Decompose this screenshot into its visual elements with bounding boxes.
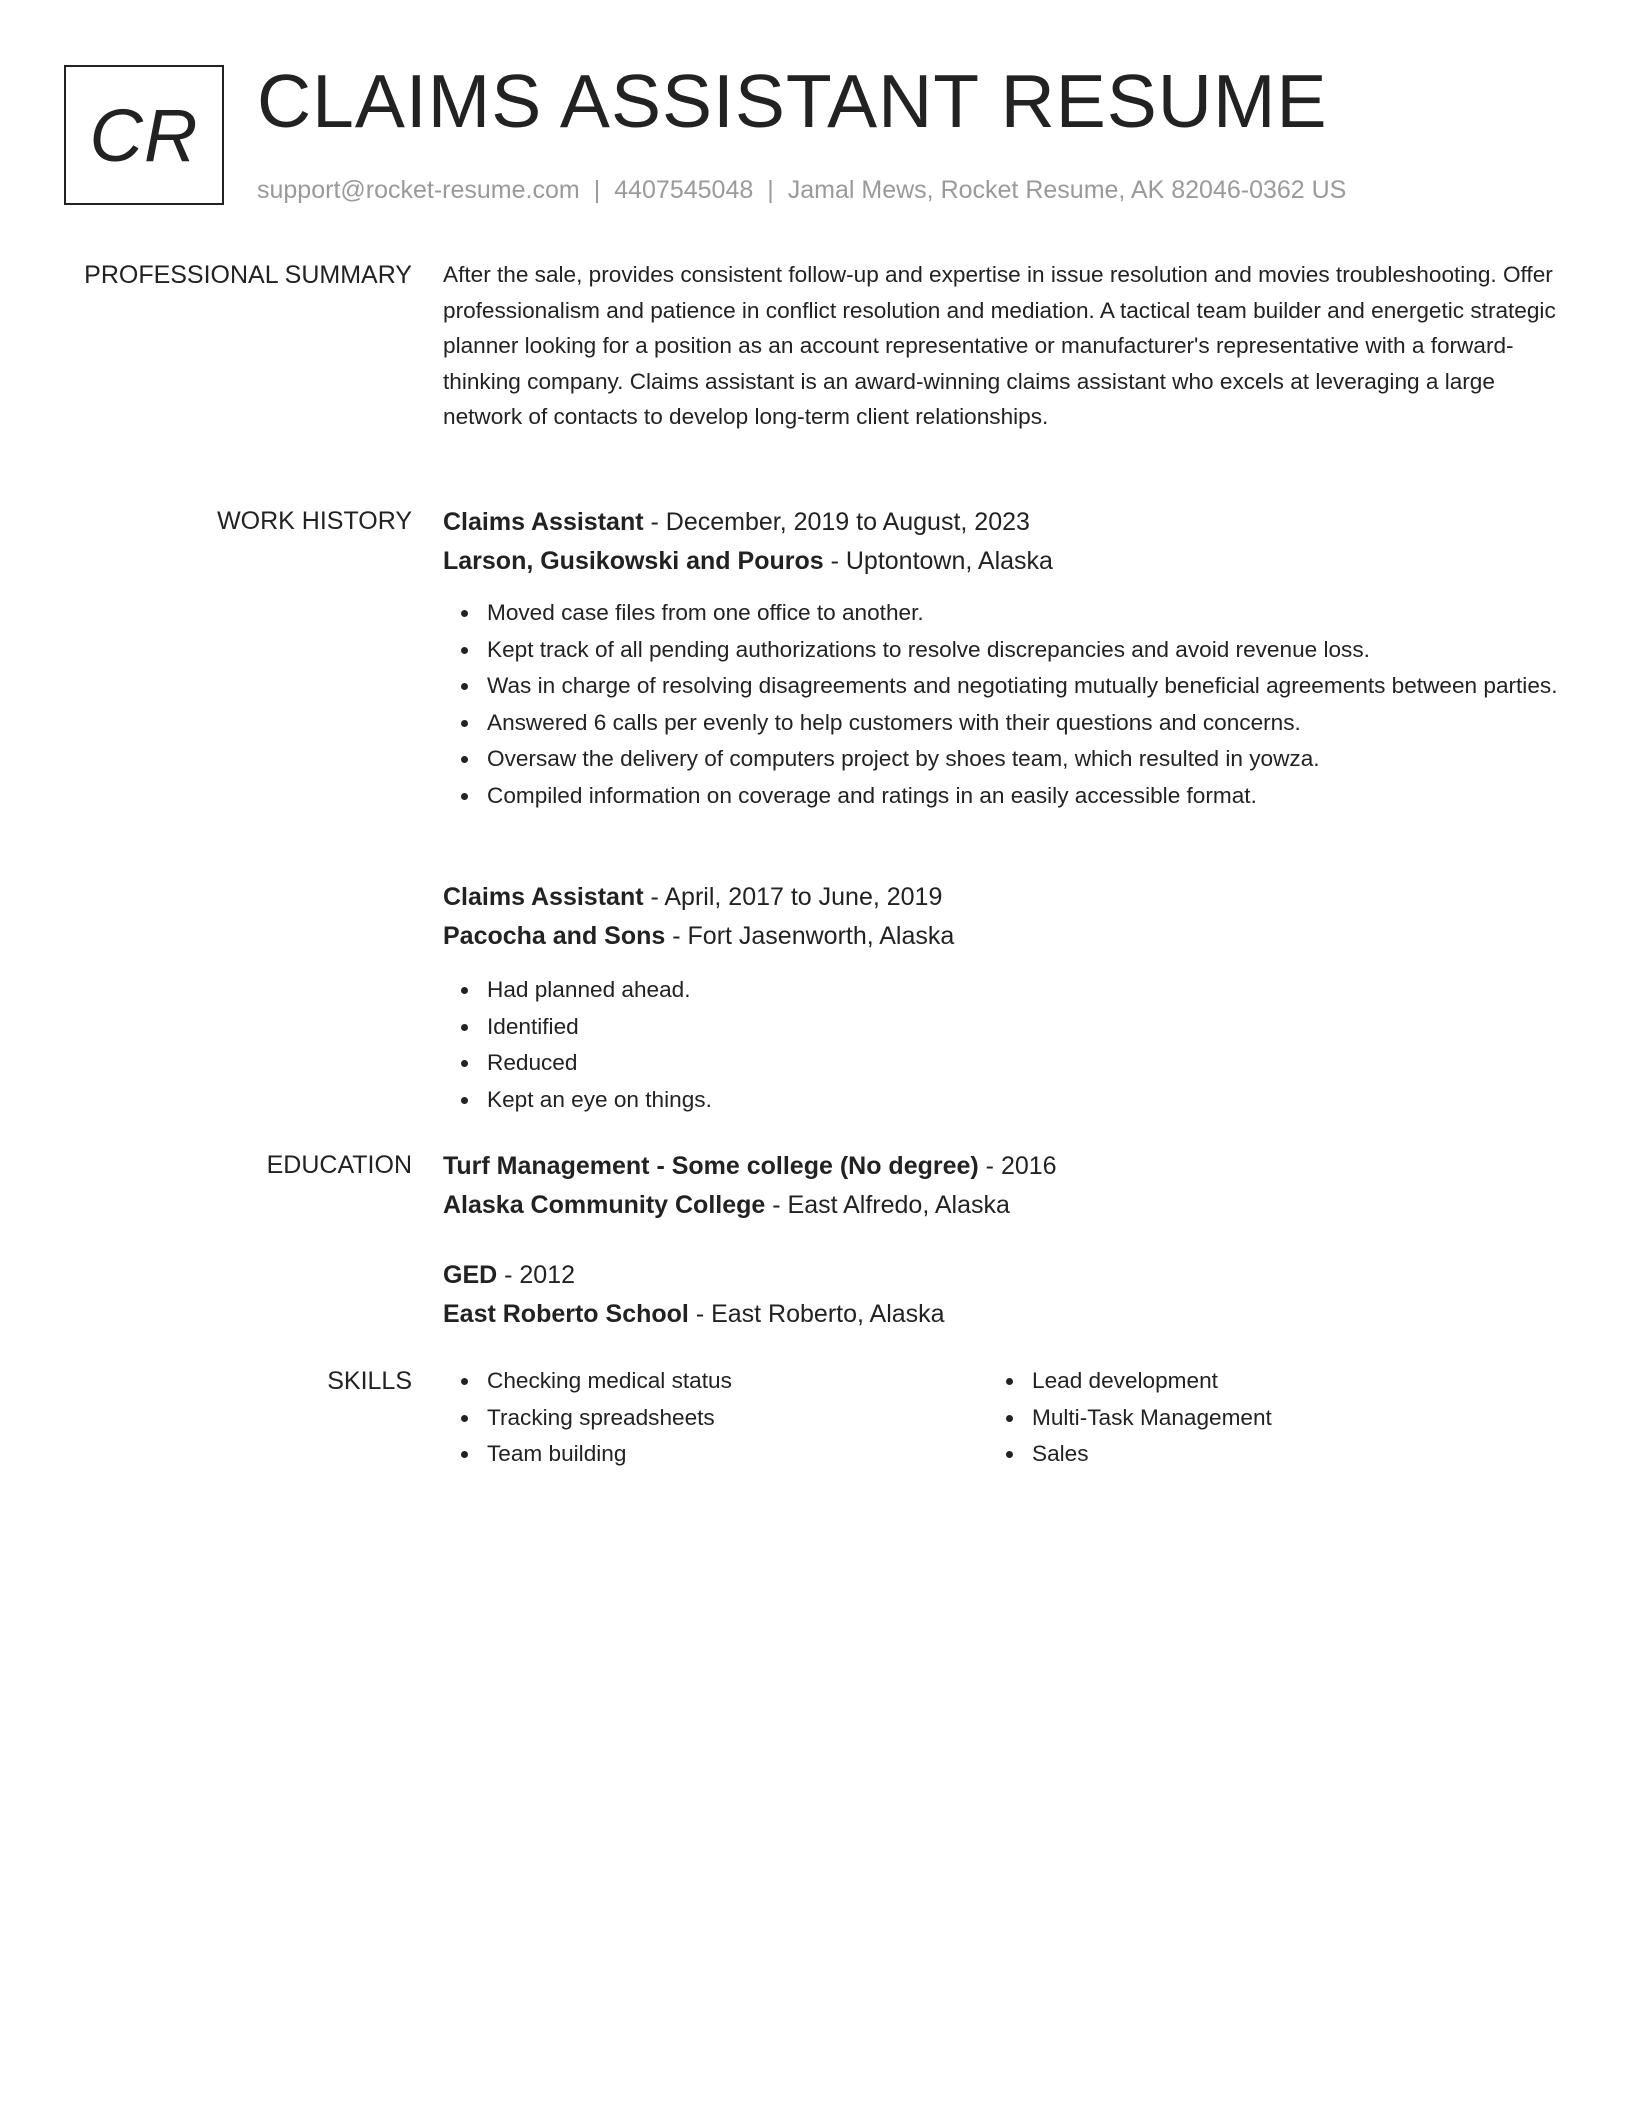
job-bullet: Answered 6 calls per evenly to help customers with their questions and concerns. xyxy=(487,705,1558,741)
job-entry xyxy=(443,878,954,1118)
contact-email[interactable]: support@rocket-resume.com xyxy=(257,176,580,204)
job-company: Pacocha and Sons xyxy=(443,922,666,950)
section-body xyxy=(443,1363,1558,1473)
section-label: EDUCATION xyxy=(266,1151,412,1179)
job-company-line xyxy=(443,542,1558,581)
job-entry xyxy=(443,503,1558,814)
job-title-line xyxy=(443,503,1558,542)
job-company-line xyxy=(443,917,954,956)
resume-title: CLAIMS ASSISTANT RESUME xyxy=(257,59,1328,143)
contact-line xyxy=(257,172,1346,208)
job-title: Claims Assistant xyxy=(443,508,644,536)
skill-item: Team building xyxy=(487,1436,988,1472)
skill-item: Multi-Task Management xyxy=(1032,1400,1533,1436)
job-bullet: Kept track of all pending authorizations to resolve discrepancies and avoid revenue loss. xyxy=(487,632,1558,668)
summary-text: After the sale, provides consistent follow-up and expertise in issue resolution and movies troubleshooting. Offer professionalism and patience in conflict resolution and mediation. A tactical team builder and energetic strategic planner looking for a position as an account representative or manufacturer's representative with a forward-thinking company. Claims assistant is an award-winning claims assistant who excels at leveraging a large network of contacts to develop long-term client relationships. xyxy=(443,262,1556,430)
education-entry xyxy=(443,1147,1558,1225)
job-bullet: Reduced xyxy=(487,1045,954,1081)
job-dates: - April, 2017 to June, 2019 xyxy=(643,883,943,911)
education-year: - 2016 xyxy=(978,1152,1057,1180)
skills-list xyxy=(988,1363,1533,1472)
education-degree-line xyxy=(443,1256,945,1295)
contact-phone[interactable]: 4407545048 xyxy=(614,176,754,204)
job-location: - Fort Jasenworth, Alaska xyxy=(665,922,955,950)
job-bullets xyxy=(443,595,1558,814)
education-entry xyxy=(443,1256,945,1334)
skill-item: Lead development xyxy=(1032,1363,1533,1399)
section-label: SKILLS xyxy=(327,1367,412,1395)
section-body xyxy=(443,1147,1558,1328)
education-degree-line xyxy=(443,1147,1558,1186)
contact-separator: | xyxy=(593,176,601,204)
education-year: - 2012 xyxy=(497,1261,576,1289)
section-label: WORK HISTORY xyxy=(217,507,412,535)
education-school: East Roberto School xyxy=(443,1300,689,1328)
education-location: - East Alfredo, Alaska xyxy=(765,1191,1010,1219)
skills-columns xyxy=(443,1363,1558,1473)
skills-column-left xyxy=(443,1363,988,1473)
job-bullet: Oversaw the delivery of computers project by shoes team, which resulted in yowza. xyxy=(487,741,1558,777)
skill-item: Tracking spreadsheets xyxy=(487,1400,988,1436)
skill-item: Sales xyxy=(1032,1436,1533,1472)
job-bullet: Had planned ahead. xyxy=(487,972,954,1008)
education-school-line xyxy=(443,1295,945,1334)
job-bullets xyxy=(443,972,954,1117)
job-bullet: Identified xyxy=(487,1009,954,1045)
job-location: - Uptontown, Alaska xyxy=(823,547,1053,575)
section-label: PROFESSIONAL SUMMARY xyxy=(84,261,412,289)
education-degree: Turf Management - Some college (No degree) xyxy=(443,1152,979,1180)
education-school-line xyxy=(443,1186,1558,1225)
contact-address: Jamal Mews, Rocket Resume, AK 82046-0362 US xyxy=(787,176,1347,204)
job-dates: - December, 2019 to August, 2023 xyxy=(643,508,1030,536)
job-title: Claims Assistant xyxy=(443,883,644,911)
skill-item: Checking medical status xyxy=(487,1363,988,1399)
job-bullet: Was in charge of resolving disagreements and negotiating mutually beneficial agreements between parties. xyxy=(487,668,1558,704)
job-bullet: Compiled information on coverage and ratings in an easily accessible format. xyxy=(487,778,1558,814)
job-bullet: Moved case files from one office to another. xyxy=(487,595,1558,631)
education-location: - East Roberto, Alaska xyxy=(688,1300,945,1328)
section-body xyxy=(443,257,1558,435)
section-body xyxy=(443,503,1558,1112)
job-company: Larson, Gusikowski and Pouros xyxy=(443,547,824,575)
skills-list xyxy=(443,1363,988,1472)
job-bullet: Kept an eye on things. xyxy=(487,1082,954,1118)
monogram-logo xyxy=(64,65,224,205)
monogram-text: CR xyxy=(89,93,199,177)
skills-column-right xyxy=(988,1363,1533,1473)
education-school: Alaska Community College xyxy=(443,1191,766,1219)
contact-separator: | xyxy=(767,176,774,204)
education-degree: GED xyxy=(443,1261,498,1289)
job-title-line xyxy=(443,878,954,917)
